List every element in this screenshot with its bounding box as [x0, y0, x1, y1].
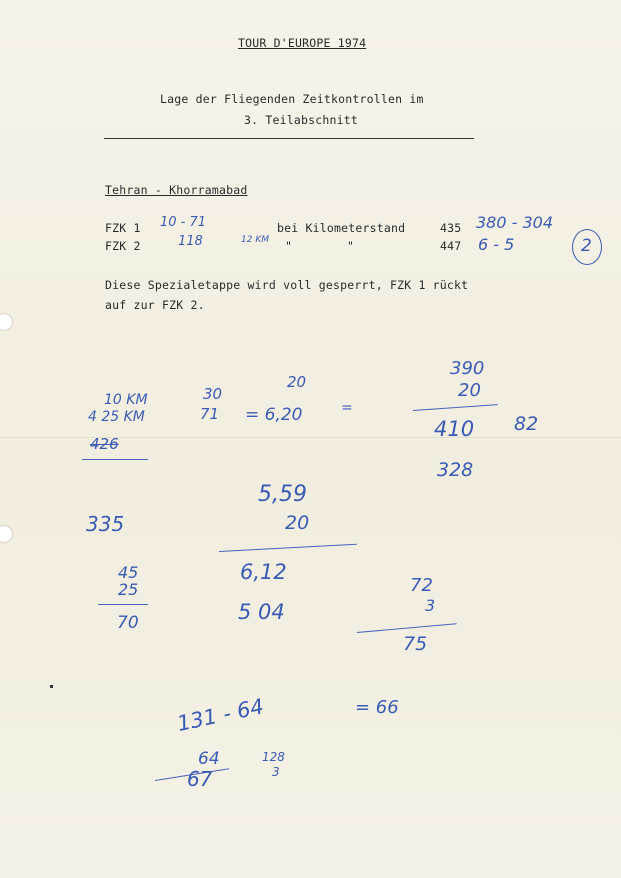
- hw-bottom-66: = 66: [355, 697, 399, 718]
- hw-sum-82: 82: [514, 413, 539, 435]
- hw-eq-sign: =: [341, 400, 353, 416]
- fzk2-ditto-2: ": [347, 239, 355, 253]
- document-title: TOUR D'EUROPE 1974: [238, 36, 367, 50]
- hw-bottom-128: 128: [262, 750, 285, 764]
- hw-km-line-2: 4 25 KM: [88, 409, 145, 425]
- hw-mid-line: [219, 544, 357, 552]
- hw-bottom-64: 64: [198, 749, 220, 769]
- fzk2-label: FZK 2: [105, 239, 141, 253]
- ink-dot: [50, 685, 53, 688]
- hw-right-72: 72: [410, 575, 433, 596]
- paragraph-line-1: Diese Spezialetappe wird voll gesperrt, FZK 1 rückt: [105, 278, 469, 292]
- hw-30: 30: [203, 385, 223, 403]
- fzk2-ditto-1: ": [285, 239, 293, 253]
- hw-mid-612: 6,12: [240, 560, 287, 584]
- header-rule: [104, 138, 474, 139]
- paragraph-line-2: auf zur FZK 2.: [105, 298, 205, 312]
- hw-left-25: 25: [118, 580, 139, 599]
- hw-sum-328: 328: [437, 459, 474, 481]
- hw-sum-410: 410: [434, 417, 475, 441]
- hw-bottom-131: 131 - 64: [175, 694, 266, 736]
- hw-left-45: 45: [118, 563, 139, 582]
- fzk2-km: 447: [440, 239, 462, 253]
- hw-right-line: [357, 623, 457, 633]
- fzk1-km: 435: [440, 221, 462, 235]
- hw-20-top: 20: [287, 373, 307, 391]
- hw-sum-390: 390: [450, 358, 485, 379]
- hw-bottom-67: 67: [187, 767, 213, 791]
- hw-eq-620: = 6,20: [245, 405, 303, 425]
- hw-fzk1-range: 380 - 304: [476, 213, 554, 232]
- hw-mid-559: 5,59: [258, 482, 307, 507]
- hw-km-line-1: 10 KM: [104, 392, 148, 408]
- hw-71: 71: [200, 405, 220, 423]
- hw-mid-504: 5 04: [238, 600, 285, 624]
- hw-total-426: 426: [90, 435, 119, 453]
- hw-fzk1-times: 10 - 71: [160, 215, 207, 230]
- hw-left-line: [98, 604, 148, 605]
- punch-hole-bottom: [0, 525, 13, 543]
- hw-circled-number: 2: [581, 236, 592, 256]
- punch-hole-top: [0, 313, 13, 331]
- hw-right-75: 75: [403, 633, 428, 655]
- fzk1-label: FZK 1: [105, 221, 141, 235]
- hw-sum-line: [413, 404, 498, 411]
- hw-sum-20: 20: [458, 380, 481, 401]
- route-heading: Tehran - Khorramabad: [105, 183, 248, 197]
- hw-bottom-3: 3: [272, 765, 280, 779]
- hw-mid-20: 20: [285, 512, 310, 534]
- hw-right-3: 3: [425, 596, 436, 615]
- hw-fzk2-range: 6 - 5: [478, 235, 515, 254]
- subtitle-line-2: 3. Teilabschnitt: [244, 113, 358, 127]
- hw-fzk2-time: 118: [178, 234, 203, 249]
- subtitle-line-1: Lage der Fliegenden Zeitkontrollen im: [160, 92, 424, 106]
- hw-left-335: 335: [86, 512, 125, 536]
- hw-fzk2-km-note: 12 KM: [241, 235, 269, 245]
- hw-left-70: 70: [117, 613, 139, 633]
- hw-underline-426: [82, 459, 148, 460]
- fzk1-text: bei Kilometerstand: [277, 221, 406, 235]
